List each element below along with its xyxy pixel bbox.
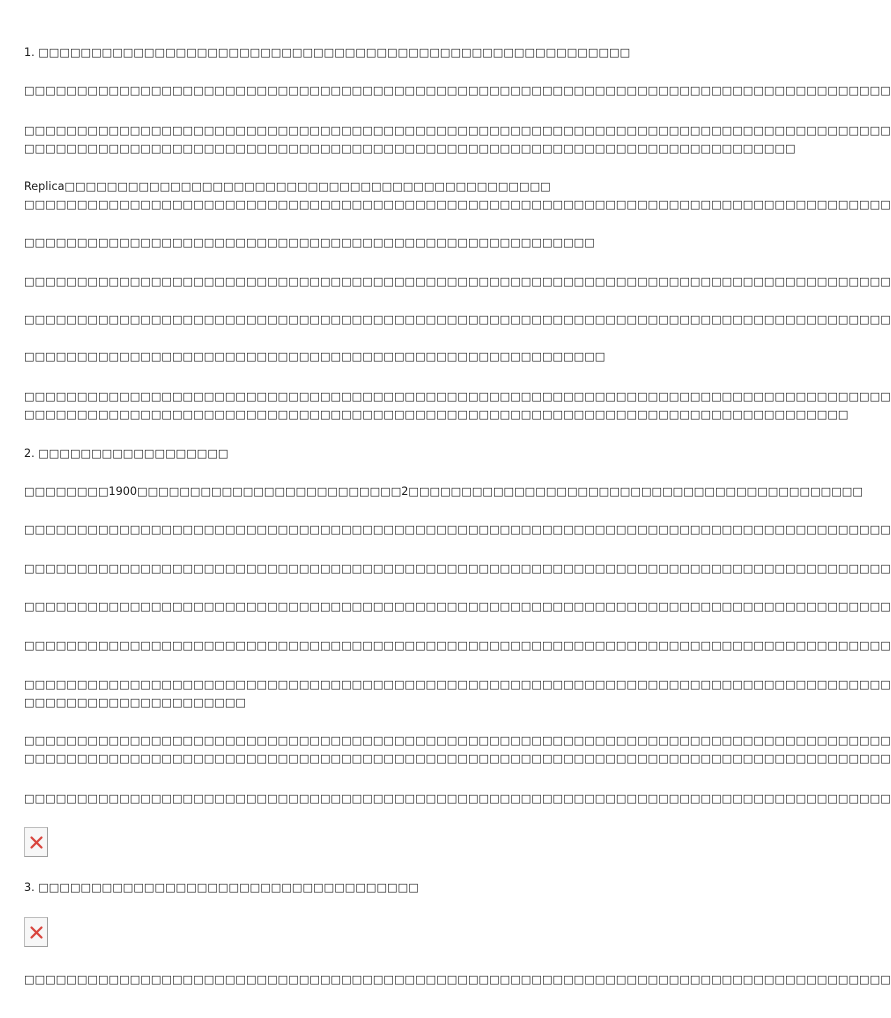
paragraph	[24, 560, 891, 578]
paragraph-line: □□□□□□□□□□□□□□□□□□□□□□□□□□□□□□□□□□□□□□□□□□□□□□□□□□□□□□□□□□□□□□□□□□□□□□□□□□□□□□□□□□	[24, 639, 891, 652]
paragraph	[24, 388, 891, 424]
paragraph-line: □□□□□□□□□□□□□□□□□□□□□□□□□□□□□□□□□□□□□□□□□□□□□□□□□□□□□□□□□□□□□□□□□□□□□□□□□□□□□□□□□□	[24, 752, 891, 765]
paragraph	[24, 178, 891, 214]
section-1-heading	[24, 44, 696, 62]
paragraph-line: □□□□□□□□□□□□□□□□□□□□□□□□□□□□□□□□□□□□□□□□□□□□□□□□□□□□□□□□□□□□□□□□□□□□□□□□□□□□□□□□□□	[24, 734, 891, 747]
paragraph	[24, 273, 891, 291]
paragraph	[24, 971, 891, 989]
paragraph-line: □□□□□□□□□□□□□□□□□□□□□□□□□□□□□□□□□□□□□□□□□□□□□□□□□□□□□□□□□□□□□□□□□□□□□□□□□□□□□□□□□□	[24, 84, 891, 97]
paragraph-line: □□□□□□□□□□□□□□□□□□□□□□□□□□□□□□□□□□□□□□□□□□□□□□□□□□□□□□□□□□□□□□□□□□□□□□□□□□□□□□□□□□	[24, 275, 891, 288]
close-icon	[30, 926, 43, 939]
paragraph-line: □□□□□□□□□□□□□□□□□□□□□□□□□□□□□□□□□□□□□□□□□□□□□□□□□□□□□□□□□□□□□□□□□□□□□□□□□□□□□□□□□□	[24, 792, 891, 805]
paragraph-line: □□□□□□□□□□□□□□□□□□□□□□□□□□□□□□□□□□□□□□□□□□□□□□□□□□□□□□□□□□□□□□□□□□□□□□□□□□□□□□□□□□	[24, 124, 891, 137]
paragraph-line: □□□□□□□□□□□□□□□□□□□□□□□□□□□□□□□□□□□□□□□□□□□□□□□□□□□□□□	[24, 236, 595, 249]
paragraph	[24, 598, 891, 616]
heading-text: 1. □□□□□□□□□□□□□□□□□□□□□□□□□□□□□□□□□□□□□□□□□□□□□□□□□□□□□□□□	[24, 46, 631, 59]
broken-image-icon	[24, 827, 48, 857]
heading-text: 3. □□□□□□□□□□□□□□□□□□□□□□□□□□□□□□□□□□□□	[24, 881, 419, 894]
paragraph	[24, 348, 696, 366]
paragraph	[24, 637, 891, 655]
paragraph-line: □□□□□□□□□□□□□□□□□□□□□□□□□□□□□□□□□□□□□□□□□□□□□□□□□□□□□□□□□□□□□□□□□□□□□□□□□□□□□□□□□□	[24, 198, 891, 211]
paragraph-line: □□□□□□□□□□□□□□□□□□□□□□□□□□□□□□□□□□□□□□□□□□□□□□□□□□□□□□□□□□□□□□□□□□□□□□□□□□□□□□□□□□	[24, 523, 891, 536]
paragraph	[24, 521, 891, 539]
close-icon	[30, 836, 43, 849]
document-page	[24, 0, 891, 1018]
paragraph-line: □□□□□□□□1900□□□□□□□□□□□□□□□□□□□□□□□□□2□□□□□□□□□□□□□□□□□□□□□□□□□□□□□□□□□□□□□□□□□□□	[24, 485, 863, 498]
paragraph-line: Replica□□□□□□□□□□□□□□□□□□□□□□□□□□□□□□□□□□□□□□□□□□□□□□	[24, 180, 551, 193]
paragraph-line: □□□□□□□□□□□□□□□□□□□□□□□□□□□□□□□□□□□□□□□□□□□□□□□□□□□□□□□□□□□□□□□□□□□□□□□□□□□□□□□□□□	[24, 313, 891, 326]
paragraph-line: □□□□□□□□□□□□□□□□□□□□□□□□□□□□□□□□□□□□□□□□□□□□□□□□□□□□□□□□□□□□□□□□□□□□□□□□□□□□□□□□□□	[24, 390, 891, 403]
paragraph-line: □□□□□□□□□□□□□□□□□□□□□□□□□□□□□□□□□□□□□□□□□□□□□□□□□□□□□□□□□□□□□□□□□□□□□□□□□□□□□□□□□□	[24, 600, 891, 613]
section-3-heading	[24, 879, 696, 897]
paragraph-line: □□□□□□□□□□□□□□□□□□□□□□□□□□□□□□□□□□□□□□□□□□□□□□□□□□□□□□□□□□□□□□□□□□□□□□□□□	[24, 142, 796, 155]
paragraph-line: □□□□□□□□□□□□□□□□□□□□□	[24, 696, 246, 709]
section-2-heading	[24, 445, 696, 463]
paragraph	[24, 311, 891, 329]
paragraph-line: □□□□□□□□□□□□□□□□□□□□□□□□□□□□□□□□□□□□□□□□□□□□□□□□□□□□□□□□□□□□□□□□□□□□□□□□□□□□□□	[24, 408, 849, 421]
paragraph-line: □□□□□□□□□□□□□□□□□□□□□□□□□□□□□□□□□□□□□□□□□□□□□□□□□□□□□□□□□□□□□□□□□□□□□□□□□□□□□□□□□□	[24, 678, 891, 691]
paragraph	[24, 676, 891, 712]
paragraph	[24, 483, 863, 501]
broken-image-icon	[24, 917, 48, 947]
paragraph	[24, 732, 891, 768]
paragraph-line: □□□□□□□□□□□□□□□□□□□□□□□□□□□□□□□□□□□□□□□□□□□□□□□□□□□□□□□□□□□□□□□□□□□□□□□□□□□□□□□□□□	[24, 973, 891, 986]
paragraph	[24, 790, 891, 808]
paragraph-line: □□□□□□□□□□□□□□□□□□□□□□□□□□□□□□□□□□□□□□□□□□□□□□□□□□□□□□□□□□□□□□□□□□□□□□□□□□□□□□□□□□	[24, 562, 891, 575]
heading-text: 2. □□□□□□□□□□□□□□□□□□	[24, 447, 229, 460]
paragraph-line: □□□□□□□□□□□□□□□□□□□□□□□□□□□□□□□□□□□□□□□□□□□□□□□□□□□□□□□	[24, 350, 606, 363]
paragraph	[24, 82, 891, 100]
paragraph	[24, 234, 696, 252]
paragraph	[24, 122, 891, 158]
